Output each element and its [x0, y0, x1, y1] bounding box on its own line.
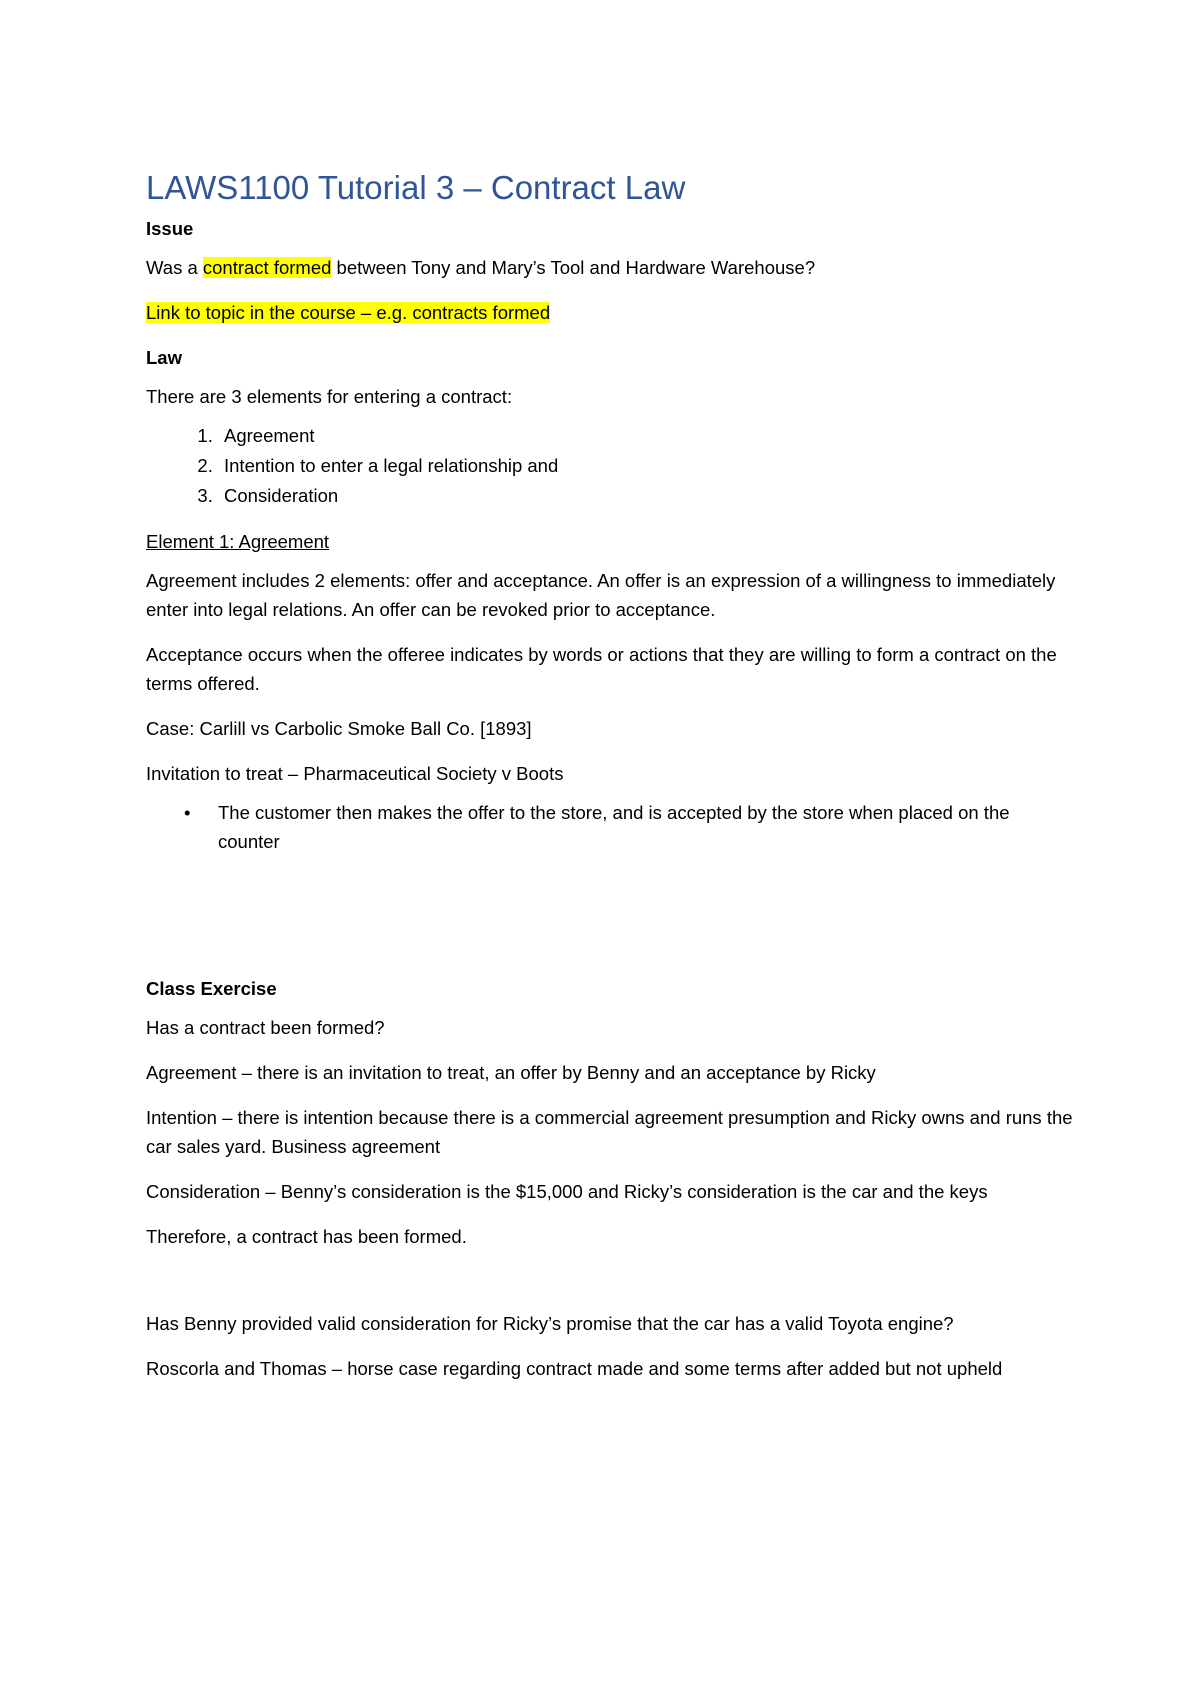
- element1-paragraph-1: Agreement includes 2 elements: offer and acceptance. An offer is an expression of a willingness to immediately enter into legal relations. An offer can be revoked prior to acceptance.: [146, 570, 1056, 620]
- list-item: [184, 798, 1076, 856]
- issue-question-post: between Tony and Mary’s Tool and Hardware Warehouse?: [331, 257, 816, 278]
- blank-space: [146, 1267, 1076, 1309]
- element1-heading: Element 1: Agreement: [146, 531, 330, 552]
- class-exercise-roscorla: Roscorla and Thomas – horse case regarding contract made and some terms after added but not upheld: [146, 1358, 1003, 1379]
- law-heading: Law: [146, 347, 182, 368]
- blank-space: [146, 872, 1076, 974]
- issue-question-highlight: contract formed: [202, 257, 332, 278]
- document-body: [146, 168, 1076, 1399]
- law-intro: There are 3 elements for entering a contract:: [146, 386, 513, 407]
- class-exercise-agreement: Agreement – there is an invitation to treat, an offer by Benny and an acceptance by Ricky: [146, 1062, 876, 1083]
- element1-paragraph-2: Acceptance occurs when the offeree indicates by words or actions that they are willing to form a contract on the terms offered.: [146, 644, 1057, 694]
- issue-heading: Issue: [146, 218, 194, 239]
- class-exercise-question-1: Has a contract been formed?: [146, 1017, 385, 1038]
- issue-link-note-text: Link to topic in the course – e.g. contracts formed: [146, 302, 551, 323]
- bullet-text: The customer then makes the offer to the store, and is accepted by the store when placed on the counter: [218, 802, 1010, 852]
- elements-list: [146, 421, 1076, 511]
- issue-question: [146, 253, 1076, 282]
- class-exercise-question-2: Has Benny provided valid consideration for Ricky’s promise that the car has a valid Toyota engine?: [146, 1313, 954, 1334]
- list-item: 1. Agreement: [218, 421, 1076, 451]
- class-exercise-intention: Intention – there is intention because there is a commercial agreement presumption and Ricky owns and runs the car sales yard. Business agreement: [146, 1107, 1073, 1157]
- bullet-list: [146, 798, 1076, 856]
- list-item: 3. Consideration: [218, 481, 1076, 511]
- class-exercise-conclusion: Therefore, a contract has been formed.: [146, 1226, 467, 1247]
- issue-link-note: [146, 298, 1076, 327]
- issue-question-pre: Was a: [146, 257, 203, 278]
- invitation-to-treat: Invitation to treat – Pharmaceutical Society v Boots: [146, 763, 564, 784]
- bullet-icon: •: [184, 802, 191, 823]
- document-title: LAWS1100 Tutorial 3 – Contract Law: [146, 169, 686, 206]
- class-exercise-consideration: Consideration – Benny’s consideration is the $15,000 and Ricky’s consideration is the car and the keys: [146, 1181, 988, 1202]
- case-citation: Case: Carlill vs Carbolic Smoke Ball Co. [1893]: [146, 718, 532, 739]
- list-item: 2. Intention to enter a legal relationship and: [218, 451, 1076, 481]
- class-exercise-heading: Class Exercise: [146, 978, 277, 999]
